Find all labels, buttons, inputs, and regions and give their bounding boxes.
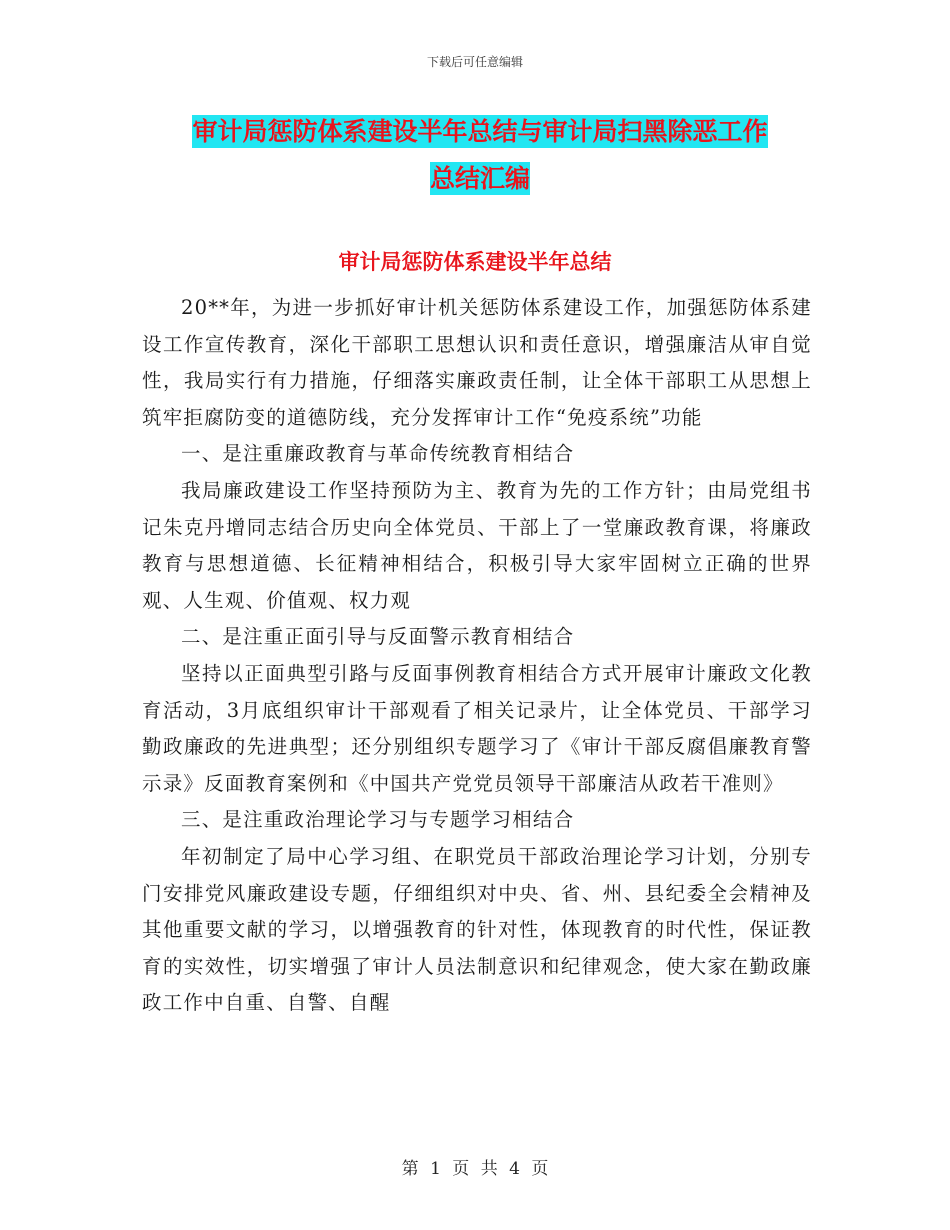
header-note: 下载后可任意编辑 (426, 55, 523, 69)
document-title (140, 108, 820, 202)
paragraph-point-1: 我局廉政建设工作坚持预防为主、教育为先的工作方针；由局党组书记朱克丹增同志结合历史向全体党员、干部上了一堂廉政教育课，将廉政教育与思想道德、长征精神相结合，积极引导大家牢固树立正确的世界观、人生观、价值观、权力观 (142, 478, 812, 612)
heading-point-1: 一、是注重廉政教育与革命传统教育相结合 (181, 442, 575, 466)
title-line-2: 总结汇编 (429, 164, 530, 193)
paragraph-intro: 20**年，为进一步抓好审计机关惩防体系建设工作，加强惩防体系建设工作宣传教育，深化干部职工思想认识和责任意识，增强廉洁从审自觉性，我局实行有力措施，仔细落实廉政责任制，让全体干部职工从思想上筑牢拒腐防变的道德防线，充分发挥审计工作“免疫系统”功能 (142, 296, 812, 429)
body-text (142, 290, 812, 1022)
title-line-1: 审计局惩防体系建设半年总结与审计局扫黑除恶工作 (192, 117, 768, 146)
page-number-footer: 第 1 页 共 4 页 (401, 1159, 549, 1179)
paragraph-point-2: 坚持以正面典型引路与反面事例教育相结合方式开展审计廉政文化教育活动，3月底组织审计干部观看了相关记录片，让全体党员、干部学习勤政廉政的先进典型；还分别组织专题学习了《审计干部反腐倡廉教育警示录》反面教育案例和《中国共产党党员领导干部廉洁从政若干准则》 (142, 661, 812, 795)
heading-point-2: 二、是注重正面引导与反面警示教育相结合 (181, 625, 575, 649)
section-title: 审计局惩防体系建设半年总结 (338, 250, 612, 274)
heading-point-3: 三、是注重政治理论学习与专题学习相结合 (181, 808, 575, 832)
paragraph-point-3: 年初制定了局中心学习组、在职党员干部政治理论学习计划，分别专门安排党风廉政建设专题，仔细组织对中央、省、州、县纪委全会精神及其他重要文献的学习，以增强教育的针对性，体现教育的时代性，保证教育的实效性，切实增强了审计人员法制意识和纪律观念，使大家在勤政廉政工作中自重、自警、自醒 (142, 844, 812, 1015)
